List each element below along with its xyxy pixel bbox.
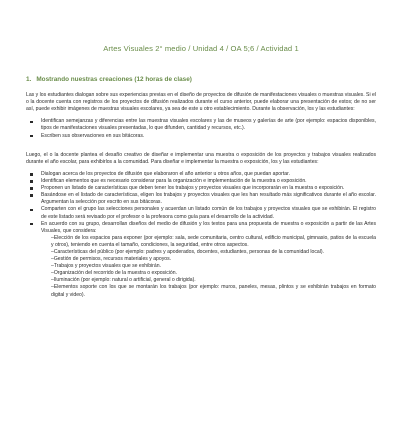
- sub-list: [41, 235, 376, 299]
- sub-list-item: –Elementos soporte con los que se montarán los trabajos (por ejemplo: muros, paneles, mesas, plintos y se exhibirán trabajos en formato digital y video).: [51, 284, 376, 298]
- document-header: Artes Visuales 2° medio / Unidad 4 / OA 5;6 / Actividad 1: [103, 44, 299, 53]
- document-page: [0, 44, 400, 444]
- list-item: [26, 221, 376, 299]
- sub-list-item: –Elección de los espacios para exponer (por ejemplo: sala, sede comunitaria, centro cultural, edificio municipal, gimnasio, patios de la escuela y otros), teniendo en cuenta el tamaño, condiciones, la seguridad, entre otros aspectos.: [51, 234, 376, 248]
- list-item: Comparten con el grupo las selecciones personales y acuerdan un listado común de los trabajos y proyectos visuales que se exhibirán. El registro de este listado será revisado por el profesor o la profesora como guía para el desarrollo de la actividad.: [26, 206, 376, 220]
- list-item: Identifican semejanzas y diferencias entre las muestras visuales escolares y las de museos y galerías de arte (por ejemplo: espacios disponibles, tipos de manifestaciones visuales presentadas, lo que difunden, cantidad y recursos, etc.).: [26, 118, 376, 132]
- list-item: Dialogan acerca de los proyectos de difusión que elaboraron el año anterior u otros años, que puedan aportar.: [26, 171, 376, 178]
- list-item: Proponen un listado de características que deben tener los trabajos y proyectos visuales que incorporarán en la muestra o exposición.: [26, 185, 376, 192]
- list-item: Escriben sus observaciones en sus bitácoras.: [26, 133, 376, 140]
- observation-list: [26, 118, 376, 139]
- section-number: 1.: [26, 76, 32, 83]
- list-item: Identifican elementos que es necesario considerar para la organización e implementación de la muestra o exposición.: [26, 178, 376, 185]
- section-title: Mostrando nuestras creaciones (12 horas de clase): [36, 76, 192, 83]
- design-list: [26, 171, 376, 299]
- sub-list-item: –Trabajos y proyectos visuales que se exhibirán.: [51, 263, 161, 270]
- sub-list-item: –Organización del recorrido de la muestra o exposición.: [51, 270, 177, 277]
- sub-list-item: –Características del público (por ejemplo: padres y apoderados, docentes, estudiantes, personas de la comunidad local).: [51, 248, 324, 255]
- intro-paragraph: Las y los estudiantes dialogan sobre sus experiencias previas en el diseño de proyectos de difusión de manifestaciones visuales o muestras visuales. Si el o la docente cuenta con registros de los proyectos de difusión realizados durante el curso anterior, puede elaborar una presentación de estos; de no ser así, puede exhibir imágenes de muestras visuales escolares, ya sea de este u otro establecimiento. Durante la observación, los y las estudiantes:: [26, 92, 376, 113]
- list-item: Basándose en el listado de características, eligen los trabajos y proyectos visuales que les han resultado más significativos durante el año escolar. Argumentan la selección por escrito en sus bitácoras.: [26, 192, 376, 206]
- sub-list-item: –Gestión de permisos, recursos materiales y apoyos.: [51, 256, 172, 263]
- list-item-text: En acuerdo con su grupo, desarrollan diseños del medio de difusión y los textos para una propuesta de muestra o exposición a partir de las Artes Visuales, que considera:: [41, 220, 376, 234]
- challenge-paragraph: Luego, el o la docente plantea el desafío creativo de diseñar e implementar una muestra o exposición de los proyectos y trabajos visuales realizados durante el año escolar, para exhibirlos a la comunidad. Para diseñar e implementar la muestra o exposición, los y las estudiantes:: [26, 151, 376, 165]
- sub-list-item: –Iluminación (por ejemplo: natural o artificial, general o dirigida).: [51, 277, 196, 284]
- section-heading: [26, 76, 376, 83]
